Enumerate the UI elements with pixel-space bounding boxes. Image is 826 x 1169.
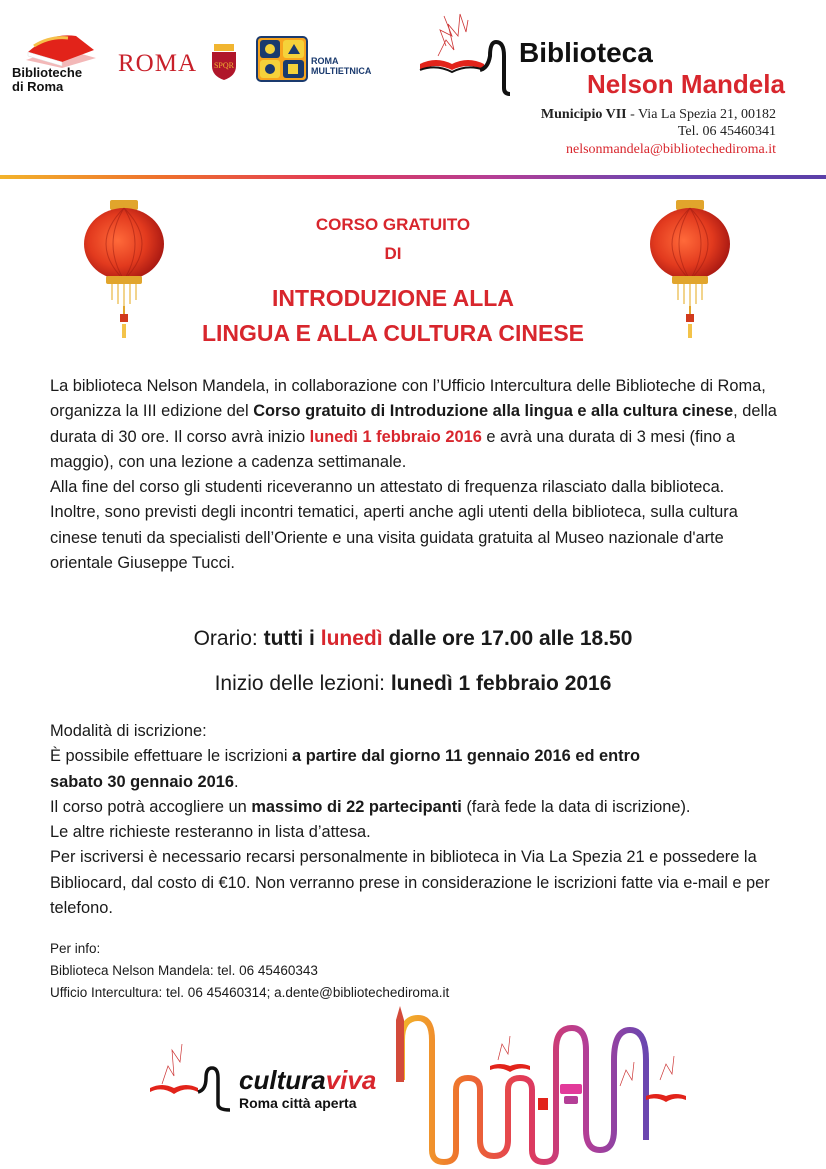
roma-crest-icon	[210, 44, 238, 80]
culturaviva-logo-graphic	[140, 1000, 700, 1165]
library-subtitle: Nelson Mandela	[587, 69, 785, 99]
header-divider	[0, 175, 826, 179]
start-date-line: Inizio delle lezioni: lunedì 1 febbraio 2016	[214, 672, 612, 695]
certificate-text: Alla fine del corso gli studenti riceveranno un attestato di frequenza rilasciato dalla biblioteca.	[50, 478, 725, 497]
info-section	[50, 938, 449, 1004]
registration-heading: Modalità di iscrizione:	[50, 722, 207, 740]
title-line-4: LINGUA E ALLA CULTURA CINESE	[201, 320, 585, 346]
title-line-1: CORSO GRATUITO	[315, 215, 471, 234]
book-icon	[20, 30, 102, 68]
roma-logo-text: ROMA	[118, 50, 198, 77]
library-title: Biblioteca	[519, 37, 653, 68]
culturaviva-logo-text: culturaviva	[239, 1065, 377, 1095]
schedule-line: Orario: tutti i lunedì dalle ore 17.00 alle 18.50	[193, 627, 633, 650]
email-link[interactable]: nelsonmandela@bibliotechediroma.it	[566, 142, 776, 157]
svg-text:SPQR: SPQR	[213, 61, 235, 70]
intro-paragraph: La biblioteca Nelson Mandela, in collaborazione con l’Ufficio Intercultura delle Biblioteche di Roma, organizza la III edizione del Corso gratuito di Introduzione alla lingua e alla cultura cinese, della durata di 30 ore. Il corso avrà inizio lunedì 1 febbraio 2016 e avrà una durata di 3 mesi (fino a maggio), con una lezione a cadenza settimanale. Alla fine del corso gli studenti riceveranno un attestato di frequenza rilasciato dalla biblioteca. Inoltre, sono previsti degli incontri tematici, aperti anche agli utenti della biblioteca, sulla cultura cinese tenuti da specialisti dell’Oriente e una visita guidata gratuita al Museo nazionale d'arte orientale Giuseppe Tucci.	[50, 377, 777, 573]
info-heading: Per info:	[50, 941, 101, 956]
culturaviva-tagline: Roma città aperta	[239, 1095, 357, 1111]
info-line: Ufficio Intercultura: tel. 06 45460314; a.dente@bibliotechediroma.it	[50, 985, 450, 1000]
address-line: Municipio VII - Via La Spezia 21, 00182	[540, 107, 776, 122]
biblioteche-logo-text: Biblioteche di Roma	[12, 65, 83, 94]
multietnica-icon	[256, 36, 308, 82]
title-line-2: DI	[384, 244, 402, 263]
multietnica-logo-text: ROMA MULTIETNICA	[311, 56, 372, 76]
open-book-icon	[418, 6, 518, 96]
info-line: Biblioteca Nelson Mandela: tel. 06 45460343	[50, 963, 318, 978]
title-line-3: INTRODUZIONE ALLA	[272, 285, 514, 311]
events-text: Inoltre, sono previsti degli incontri tematici, aperti anche agli utenti della biblioteca, sulla cultura cinese tenuti da specialisti dell’Oriente e una visita guidata gratuita al Museo nazionale d'arte orientale Giuseppe Tucci.	[50, 503, 738, 573]
registration-section: Modalità di iscrizione: È possibile effettuare le iscrizioni a partire dal giorno 11 gennaio 2016 ed entro sabato 30 gennaio 2016. Il corso potrà accogliere un massimo di 22 partecipanti (farà fede la data di iscrizione). Le altre richieste resteranno in lista d’attesa. Per iscriversi è necessario recarsi personalmente in biblioteca in Via La Spezia 21 e possedere la Bibliocard, dal costo di €10. Non verranno prese in considerazione le iscrizioni fatte via e-mail e per telefono.	[50, 722, 770, 918]
phone-line: Tel. 06 45460341	[677, 124, 776, 139]
